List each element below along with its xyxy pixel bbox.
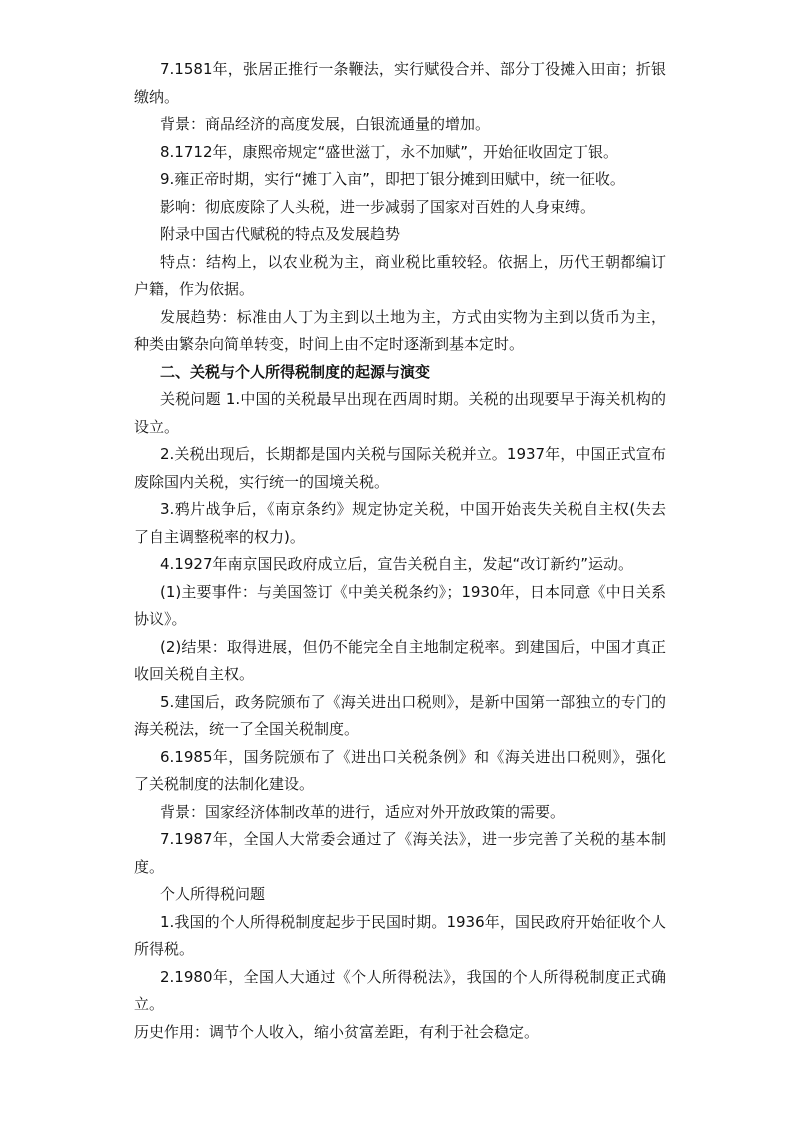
section-heading: 二、关税与个人所得税制度的起源与演变 <box>160 362 431 381</box>
paragraph-impact: 影响：彻底废除了人头税，进一步减弱了国家对百姓的人身束缚。 <box>160 197 596 216</box>
paragraph-tiaobianfa: 7.1581年，张居正推行一条鞭法，实行赋役合并、部分丁役摊入田亩；折银缴纳。 <box>134 60 666 106</box>
paragraph-tariff-4-events: (1)主要事件：与美国签订《中美关税条约》；1930年，日本同意《中日关系协议》。 <box>134 582 666 628</box>
paragraph-kangxi: 8.1712年，康熙帝规定“盛世滋丁，永不加赋”，开始征收固定丁银。 <box>160 142 619 161</box>
paragraph-income-tax-1: 1.我国的个人所得税制度起步于民国时期。1936年，国民政府开始征收个人所得税。 <box>134 912 666 958</box>
paragraph-yongzheng: 9.雍正帝时期，实行“摊丁入亩”，即把丁银分摊到田赋中，统一征收。 <box>160 170 625 188</box>
paragraph-background-2: 背景：国家经济体制改革的进行，适应对外开放政策的需要。 <box>160 802 566 821</box>
paragraph-tariff-1: 关税问题 1.中国的关税最早出现在西周时期。关税的出现要早于海关机构的设立。 <box>134 390 666 436</box>
paragraph-historical-role: 历史作用：调节个人收入，缩小贫富差距，有利于社会稳定。 <box>134 1022 540 1041</box>
paragraph-tariff-5: 5.建国后，政务院颁布了《海关进出口税则》，是新中国第一部独立的专门的海关税法，统一了全国关税制度。 <box>134 692 666 738</box>
paragraph-tariff-4: 4.1927年南京国民政府成立后，宣告关税自主，发起“改订新约”运动。 <box>160 555 634 573</box>
paragraph-background-1: 背景：商品经济的高度发展，白银流通量的增加。 <box>160 115 491 133</box>
paragraph-features: 特点：结构上，以农业税为主，商业税比重较轻。依据上，历代王朝都编订户籍，作为依据。 <box>134 252 666 298</box>
paragraph-trends: 发展趋势：标准由人丁为主到以土地为主，方式由实物为主到以货币为主，种类由繁杂向简单转变，时间上由不定时逐渐到基本定时。 <box>134 307 666 353</box>
paragraph-tariff-6: 6.1985年，国务院颁布了《进出口关税条例》和《海关进出口税则》，强化了关税制度的法制化建设。 <box>134 747 666 793</box>
document-page <box>134 56 666 1046</box>
paragraph-tariff-4-results: (2)结果：取得进展，但仍不能完全自主地制定税率。到建国后，中国才真正收回关税自主权。 <box>134 637 666 683</box>
paragraph-tariff-7: 7.1987年，全国人大常委会通过了《海关法》，进一步完善了关税的基本制度。 <box>134 830 666 876</box>
paragraph-income-tax-2: 2.1980年，全国人大通过《个人所得税法》，我国的个人所得税制度正式确立。 <box>134 967 666 1013</box>
paragraph-tariff-2: 2.关税出现后，长期都是国内关税与国际关税并立。1937年，中国正式宣布废除国内关税，实行统一的国境关税。 <box>134 445 666 491</box>
paragraph-income-tax-title: 个人所得税问题 <box>160 885 266 903</box>
paragraph-tariff-3: 3.鸦片战争后，《南京条约》规定协定关税，中国开始丧失关税自主权(失去了自主调整税率的权力)。 <box>134 500 666 546</box>
paragraph-appendix-title: 附录中国古代赋税的特点及发展趋势 <box>160 225 401 243</box>
